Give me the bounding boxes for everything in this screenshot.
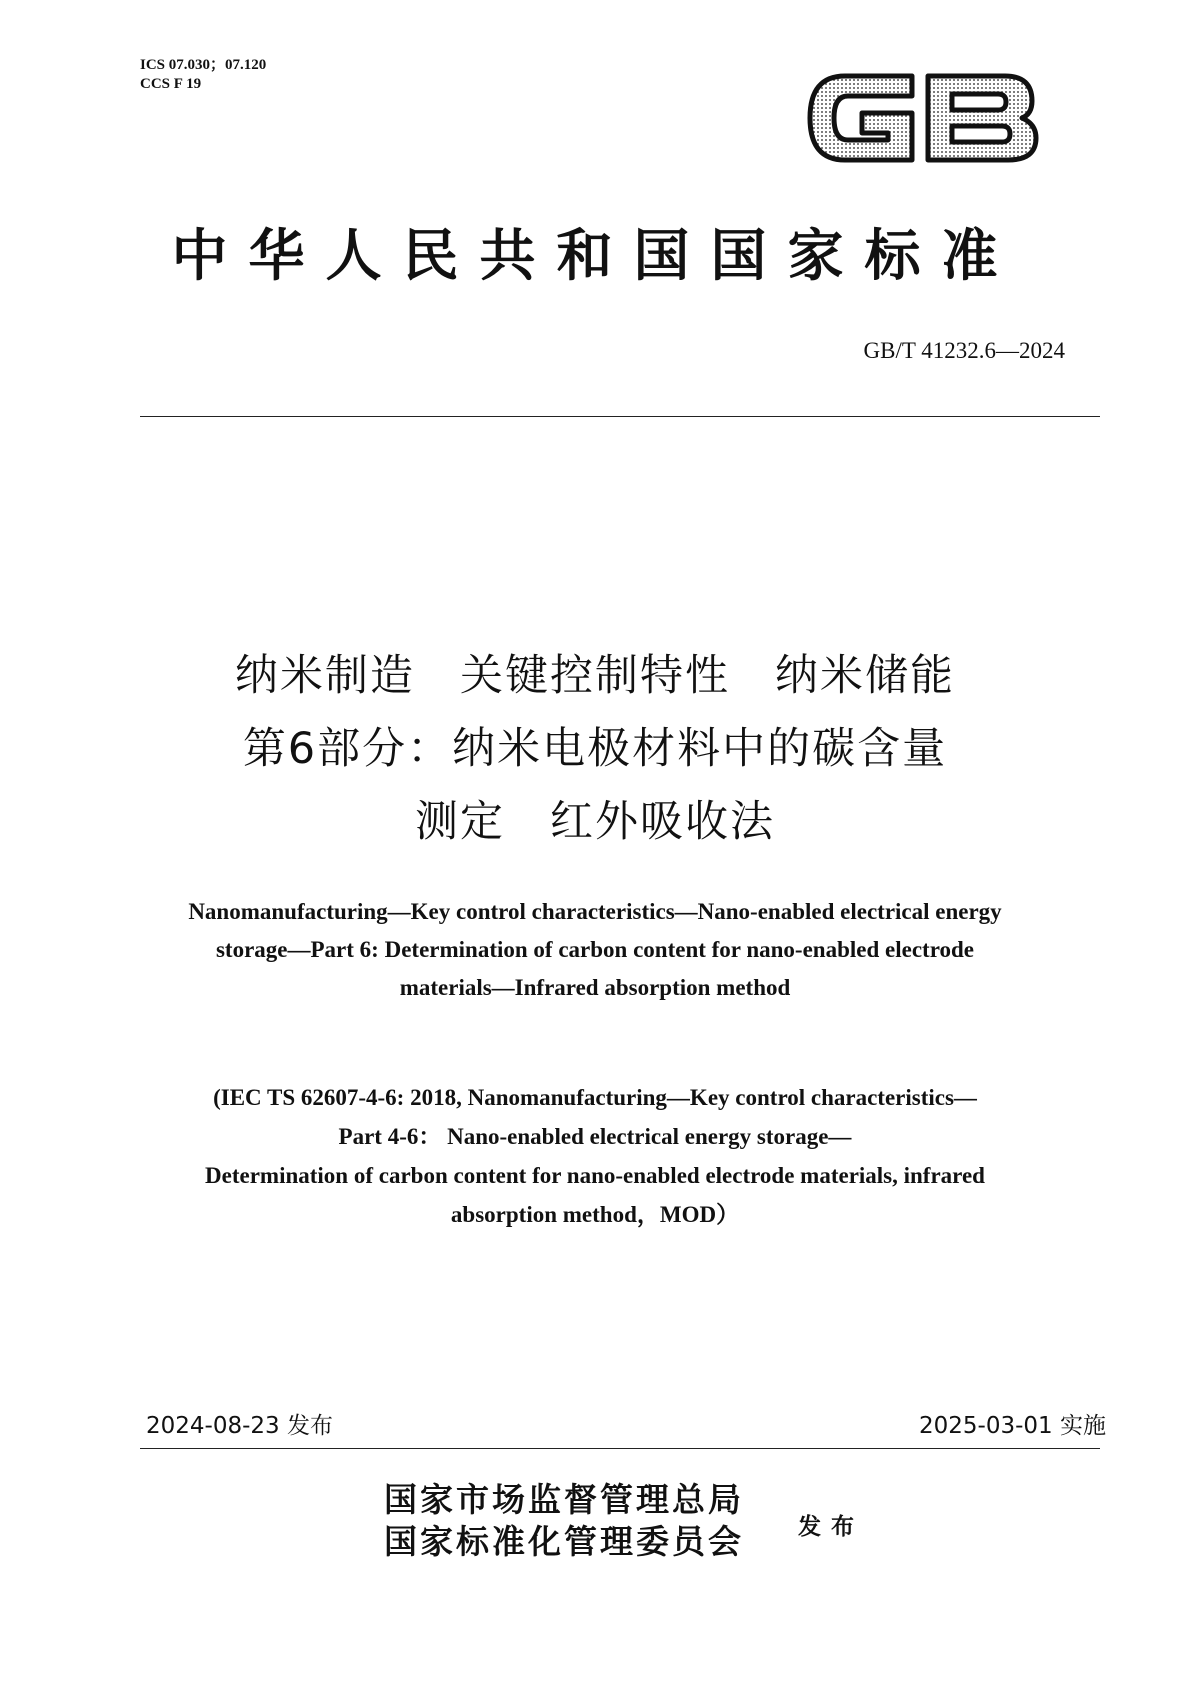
title-cn-line: 纳米制造 关键控制特性 纳米储能 [235,651,955,701]
iec-line: Part 4-6： Nano-enabled electrical energy storage— [338,1124,852,1149]
title-cn-line: 测定 红外吸收法 [415,797,775,847]
footer-rule [140,1448,1100,1449]
standard-number: GB/T 41232.6—2024 [863,338,1065,363]
issuing-authorities [384,1480,744,1564]
gb-logo [800,58,1045,178]
ccs-code: CCS F 19 [140,76,202,92]
title-en-line: materials—Infrared absorption method [399,975,791,1000]
issue-date: 2024-08-23 发布 [146,1413,333,1439]
title-en-line: storage—Part 6: Determination of carbon content for nano-enabled electrode [215,937,974,962]
iec-line: (IEC TS 62607-4-6: 2018, Nanomanufacturing—Key control characteristics— [213,1085,977,1110]
ics-code: ICS 07.030；07.120 [140,57,267,73]
title-cn-line: 第6部分：纳米电极材料中的碳含量 [242,724,948,774]
title-english [110,893,1080,1007]
iec-line: Determination of carbon content for nano-enabled electrode materials, infrared [205,1163,985,1188]
header-rule [140,416,1100,417]
issuer-sac: 国家标准化管理委员会 [384,1525,744,1561]
title-chinese [100,640,1090,859]
national-standard-heading: 中华人民共和国国家标准 [171,226,1019,288]
iec-line: absorption method，MOD） [450,1202,740,1227]
issuer-samr: 国家市场监督管理总局 [384,1483,744,1519]
implementation-date: 2025-03-01 实施 [919,1413,1106,1439]
iec-reference [110,1078,1080,1234]
issue-verb: 发布 [798,1514,864,1539]
title-en-line: Nanomanufacturing—Key control characteristics—Nano-enabled electrical energy [188,899,1002,924]
